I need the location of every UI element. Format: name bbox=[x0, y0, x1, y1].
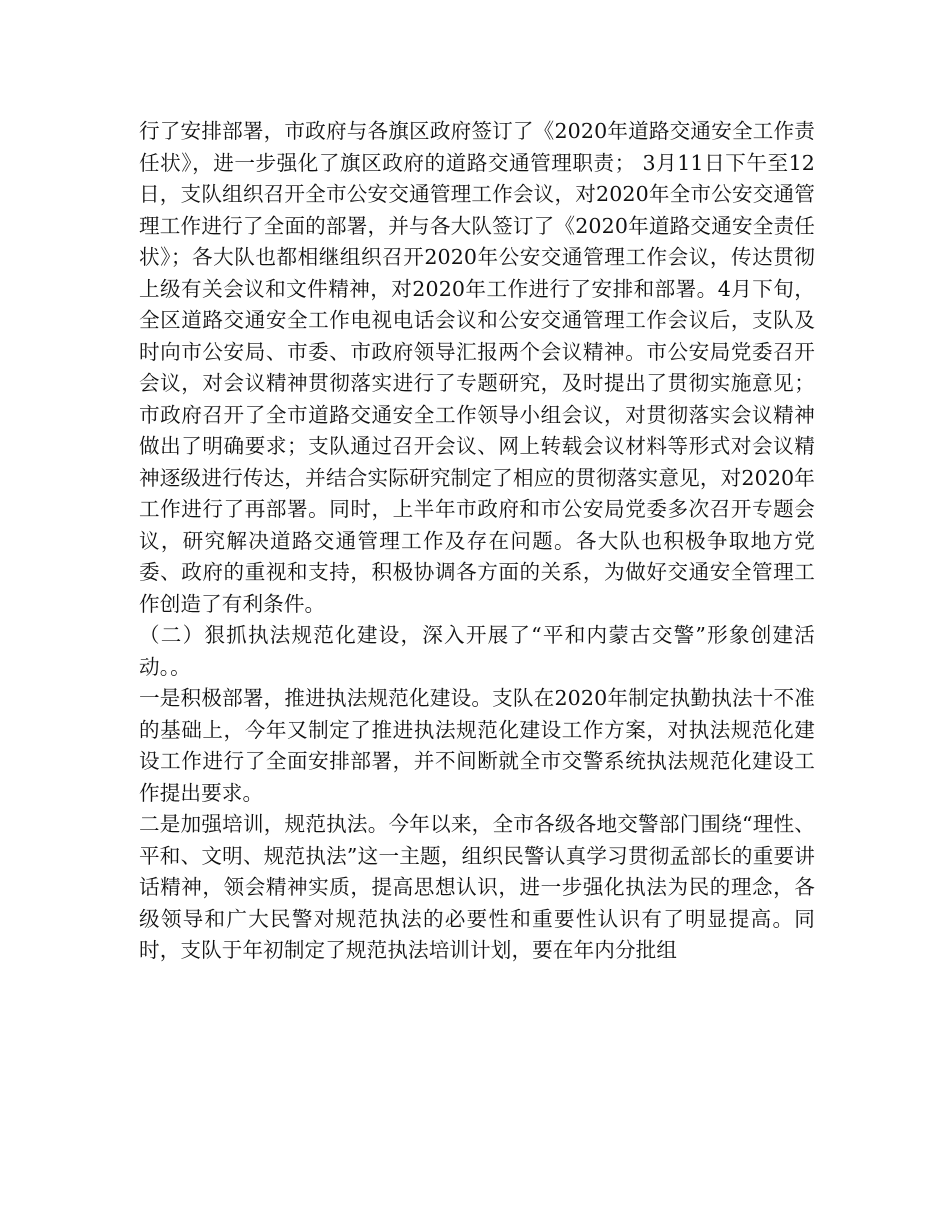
section-heading-law-enforcement: （二）狠抓执法规范化建设，深入开展了“平和内蒙古交警”形象创建活动。。 bbox=[139, 623, 815, 679]
document-body bbox=[139, 116, 815, 967]
paragraph-item-two: 二是加强培训，规范执法。今年以来，全市各级各地交警部门围绕“理性、平和、文明、规范执法”这一主题，组织民警认真学习贯彻孟部长的重要讲话精神，领会精神实质，提高思想认识，进一步强化执法为民的理念，各级领导和广大民警对规范执法的必要性和重要性认识有了明显提高。同时，支队于年初制定了规范执法培训计划，要在年内分批组 bbox=[139, 812, 815, 962]
paragraph-item-one: 一是积极部署，推进执法规范化建设。支队在2020年制定执勤执法十不准的基础上，今年又制定了推进执法规范化建设工作方案，对执法规范化建设工作进行了全面安排部署，并不间断就全市交警系统执法规范化建设工作提出要求。 bbox=[139, 686, 815, 805]
paragraph-work-arrangement: 行了安排部署，市政府与各旗区政府签订了《2020年道路交通安全工作责任状》，进一步强化了旗区政府的道路交通管理职责； 3月11日下午至12日，支队组织召开全市公安交通管理工作会议，对2020年全市公安交通管理工作进行了全面的部署，并与各大队签订了《2020年道路交通安全责任状》；各大队也都相继组织召开2020年公安交通管理工作会议，传达贯彻上级有关会议和文件精神，对2020年工作进行了安排和部署。4月下旬，全区道路交通安全工作电视电话会议和公安交通管理工作会议后，支队及时向市公安局、市委、市政府领导汇报两个会议精神。市公安局党委召开会议，对会议精神贯彻落实进行了专题研究，及时提出了贯彻实施意见；市政府召开了全市道路交通安全工作领导小组会议，对贯彻落实会议精神做出了明确要求；支队通过召开会议、网上转载会议材料等形式对会议精神逐级进行传达，并结合实际研究制定了相应的贯彻落实意见，对2020年工作进行了再部署。同时，上半年市政府和市公安局党委多次召开专题会议，研究解决道路交通管理工作及存在问题。各大队也积极争取地方党委、政府的重视和支持，积极协调各方面的关系，为做好交通安全管理工作创造了有利条件。 bbox=[139, 119, 815, 616]
